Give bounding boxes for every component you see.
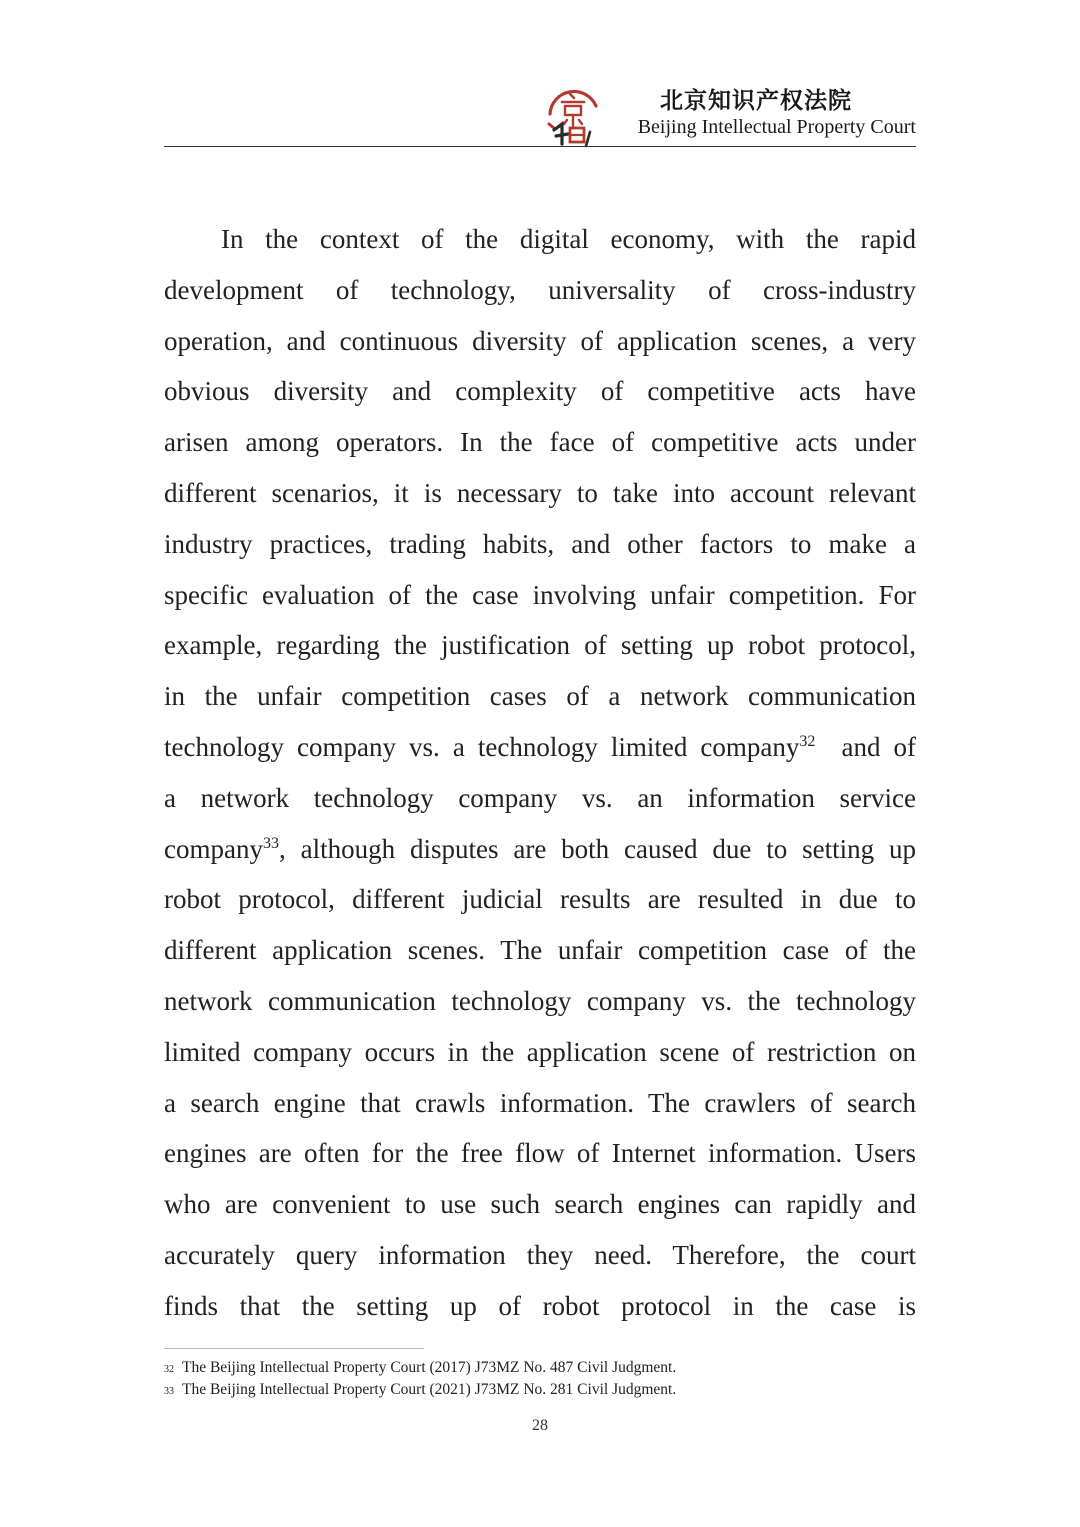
body-line: different scenarios, it is necessary to take into account relevant <box>164 477 916 508</box>
page-header <box>164 78 916 148</box>
body-line: industry practices, trading habits, and other factors to make a <box>164 528 916 559</box>
body-line: a network technology company vs. an information service <box>164 782 916 813</box>
footnote-text: The Beijing Intellectual Property Court (2017) J73MZ No. 487 Civil Judgment. <box>182 1359 677 1376</box>
body-paragraph <box>164 214 916 1332</box>
body-line: accurately query information they need. Therefore, the court <box>164 1239 916 1270</box>
body-line-with-footnote-ref <box>164 824 916 875</box>
body-line: in the unfair competition cases of a network communication <box>164 681 916 712</box>
header-title-chinese: 北京知识产权法院 <box>660 88 852 114</box>
footnote-mark: 32 <box>164 1364 174 1375</box>
footnote-text: The Beijing Intellectual Property Court (2021) J73MZ No. 281 Civil Judgment. <box>182 1381 677 1398</box>
body-line: finds that the setting up of robot protocol in the case is <box>164 1290 916 1321</box>
body-line: arisen among operators. In the face of competitive acts under <box>164 427 916 458</box>
body-line: a search engine that crawls information. The crawlers of search <box>164 1087 916 1118</box>
body-line: obvious diversity and complexity of competitive acts have <box>164 376 916 407</box>
footnotes <box>164 1358 916 1402</box>
header-divider <box>164 146 916 147</box>
court-seal-logo <box>540 84 606 150</box>
body-line: who are convenient to use such search engines can rapidly and <box>164 1189 916 1220</box>
body-line-with-footnote-ref <box>164 722 916 773</box>
body-line: specific evaluation of the case involving unfair competition. For <box>164 579 916 610</box>
header-title-english: Beijing Intellectual Property Court <box>637 116 916 138</box>
footnote-mark: 33 <box>164 1386 174 1397</box>
body-line: operation, and continuous diversity of application scenes, a very <box>164 325 916 356</box>
body-line: limited company occurs in the application scene of restriction on <box>164 1036 916 1067</box>
body-text-segment: technology company vs. a technology limited company <box>164 731 800 762</box>
page-number: 28 <box>532 1417 548 1434</box>
footnote-32 <box>164 1358 916 1380</box>
body-line: network communication technology company vs. the technology <box>164 985 916 1016</box>
footnote-ref-32[interactable]: 32 <box>799 732 816 750</box>
footnote-divider <box>164 1348 424 1349</box>
body-line: In the context of the digital economy, with the rapid <box>221 224 916 254</box>
body-text-segment: , although disputes are both caused due to setting up <box>278 833 916 864</box>
footnote-ref-33[interactable]: 33 <box>262 834 279 852</box>
body-line: engines are often for the free flow of Internet information. Users <box>164 1138 916 1169</box>
body-line: different application scenes. The unfair competition case of the <box>164 935 916 966</box>
body-line: example, regarding the justification of setting up robot protocol, <box>164 630 916 661</box>
body-text-segment: company <box>164 833 263 864</box>
footnote-33 <box>164 1380 916 1402</box>
body-text-segment: and of <box>841 731 916 762</box>
body-line: robot protocol, different judicial results are resulted in due to <box>164 884 916 915</box>
body-line: development of technology, universality of cross-industry <box>164 274 916 305</box>
